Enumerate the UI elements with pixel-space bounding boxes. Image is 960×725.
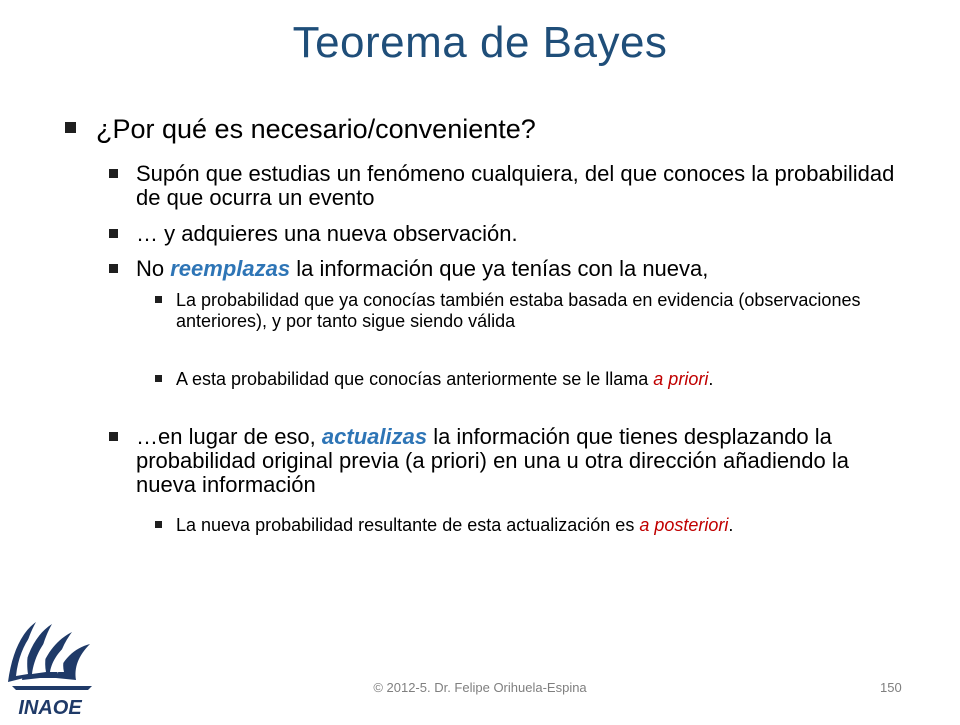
page-number: 150 xyxy=(880,680,902,695)
question-text: ¿Por qué es necesario/conveniente? xyxy=(96,114,536,144)
footer-copyright: © 2012-5. Dr. Felipe Orihuela-Espina xyxy=(373,680,587,695)
bullet-level2-item xyxy=(136,257,906,281)
inaoe-emblem-icon xyxy=(2,612,98,720)
sub-bullet-text-post: . xyxy=(728,515,734,535)
square-bullet-icon xyxy=(65,122,76,133)
square-bullet-icon xyxy=(155,521,162,528)
logo-text: INAOE xyxy=(18,697,82,719)
bullet-level1-question xyxy=(96,114,896,144)
square-bullet-icon xyxy=(109,432,118,441)
bullet-text-post: la información que ya tenías con la nueva, xyxy=(290,256,709,281)
sub-bullet-text-pre: La nueva probabilidad resultante de esta actualización es xyxy=(176,515,640,535)
slide-title: Teorema de Bayes xyxy=(292,18,668,67)
bullet-level2-item xyxy=(136,162,906,210)
inaoe-logo xyxy=(2,612,98,720)
emphasis-actualizas: actualizas xyxy=(321,424,428,449)
bullet-level3-item xyxy=(176,369,896,390)
sub-bullet-text-pre: A esta probabilidad que conocías anteriormente se le llama xyxy=(176,369,654,389)
bullet-text: … y adquieres una nueva observación. xyxy=(136,221,518,246)
sub-bullet-text-post: . xyxy=(708,369,714,389)
bullet-level2-item xyxy=(136,222,906,246)
bullet-text: Supón que estudias un fenómeno cualquiera, del que conoces la probabilidad de que ocurra un evento xyxy=(136,161,895,210)
emphasis-a-posteriori: a posteriori xyxy=(639,515,729,535)
emphasis-reemplazas: reemplazas xyxy=(170,256,291,281)
bullet-text-post: la información que tienes desplazando la probabilidad original previa (a priori) en una u otra dirección añadiendo la nueva información xyxy=(136,424,850,497)
sub-bullet-text: La probabilidad que ya conocías también estaba basada en evidencia (observaciones anteriores), y por tanto sigue siendo válida xyxy=(176,290,861,331)
square-bullet-icon xyxy=(155,375,162,382)
emphasis-a-priori: a priori xyxy=(653,369,709,389)
bullet-level3-item xyxy=(176,290,896,332)
bullet-level2-item xyxy=(136,425,906,497)
bullet-level3-item xyxy=(176,515,896,536)
square-bullet-icon xyxy=(109,264,118,273)
square-bullet-icon xyxy=(109,169,118,178)
bullet-text-pre: No xyxy=(136,256,171,281)
bullet-text-pre: …en lugar de eso, xyxy=(136,424,322,449)
square-bullet-icon xyxy=(155,296,162,303)
square-bullet-icon xyxy=(109,229,118,238)
